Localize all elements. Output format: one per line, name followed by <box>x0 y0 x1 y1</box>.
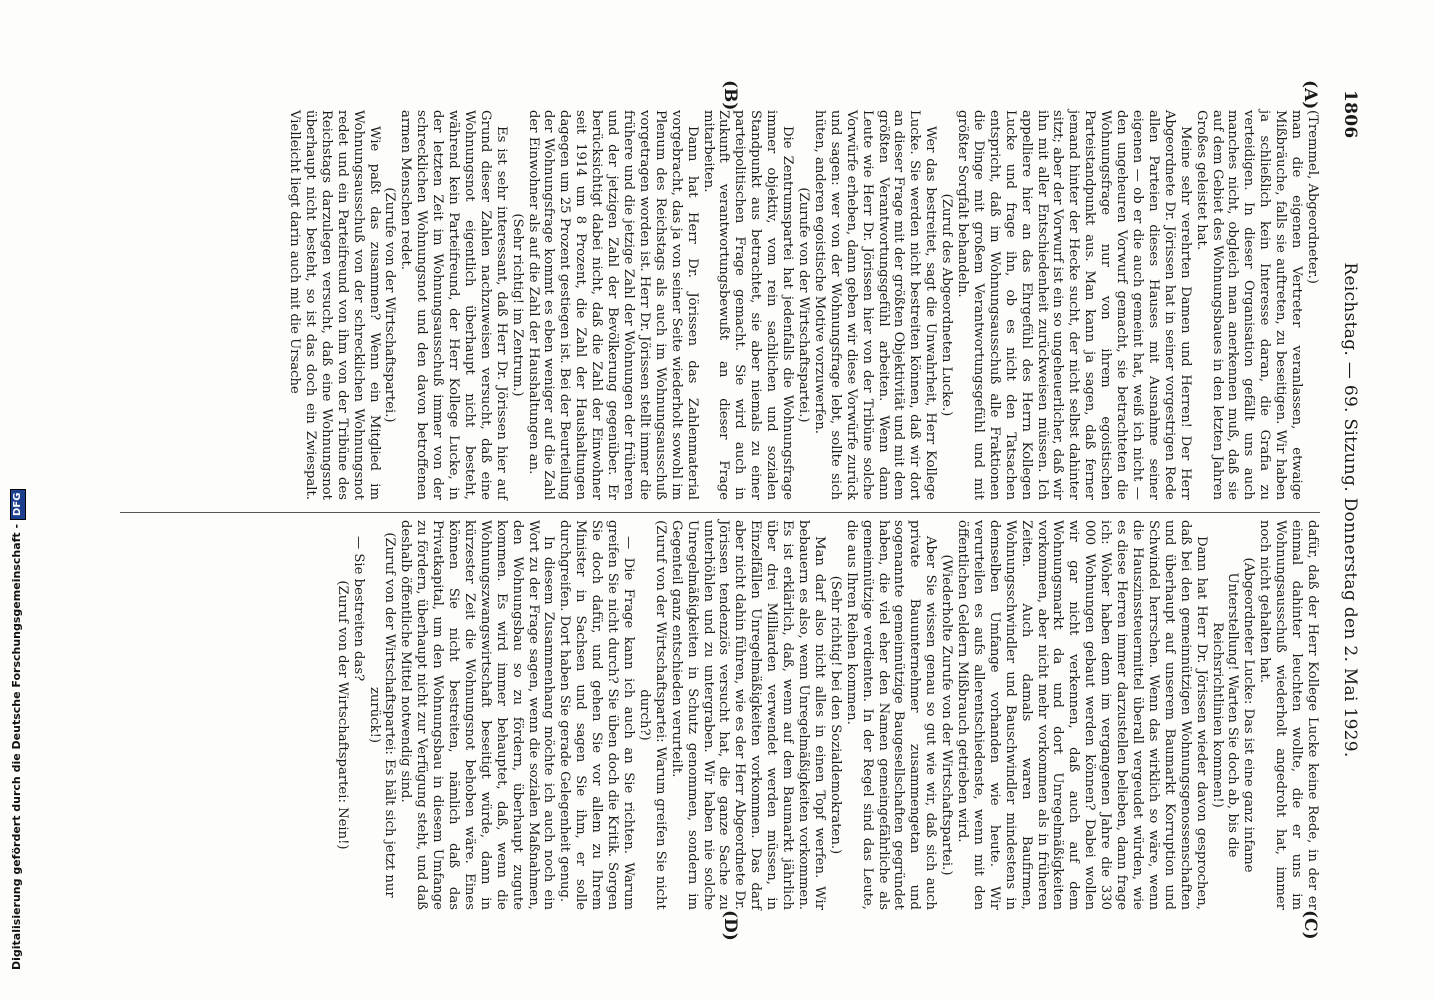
paragraph: Meine sehr verehrten Damen und Herren! Der Herr Abgeordnete Dr. Jörissen hat in seiner vorgestrigen Rede allen Parteien dieses Hauses mit Ausnahme seiner eigenen — ob er die auch gemeint hat, weiß ich nicht — den ungeheuren Vorwurf gemacht, sie betrachteten die Wohnungsfrage nur von ihrem egoistischen Parteistandpunkt aus. Man kann ja sagen, daß ferner jemand hinter der Hecke sucht, der nicht selbst dahinter sitzt; aber der Vorwurf ist ein so ungeheuerlicher, daß wir ihn mit aller Entschiedenheit zurückweisen müssen. Ich appelliere hier an das Ehrgefühl des Herrn Kollegen Lucke und frage ihn, ob es nicht den Tatsachen entspricht, daß im Wohnungsausschuß alle Fraktionen die Dinge mit großem Verantwortungsgefühl und mit größter Sorgfalt behandeln. <box>955 110 1193 500</box>
left-column <box>286 110 1320 500</box>
paragraph: Wer das bestreitet, sagt die Unwahrheit, Herr Kollege Lucke. Sie werden nicht bestreiten können, daß wir dort an dieser Frage mit der größten Objektivität und mit dem größten Verantwortungsgefühl arbeiten. Wenn dann Leute wie Herr Dr. Jörissen hier von der Tribüne solche Vorwürfe erheben, dann geben wir diese Vorwürfe zurück und sagen: wer von der Wohnungsfrage lebt, sollte sich hüten, anderen egoistische Motive vorzuwerfen. <box>811 110 939 500</box>
right-column <box>334 520 1320 910</box>
column-divider <box>120 512 1320 513</box>
paragraph: Man darf also nicht alles in einen Topf werfen. Wir bebauern es also, wenn Unregelmäßigkeiten vorkommen. Es ist erklärlich, daß, wenn auf dem Baumarkt jährlich über drei Milliarden verwendet werden müssen, in Einzelfällen Unregelmäßigkeiten vorkommen. Das darf aber nicht dahin führen, wie es der Herr Abgeordnete Dr. Jörissen tendenziös versucht hat, die ganze Sache zu unterhöhlen und zu untergraben. Wir haben nie solche Unregelmäßigkeiten in Schutz genommen, sondern im Gegenteil ganz entschieden verurteilt. <box>668 520 827 910</box>
interjection: (Wiederholte Zurufe von der Wirtschaftspartei.) <box>939 554 955 876</box>
paragraph: dafür, daß der Herr Kollege Lucke keine Rede, in der er einmal dahinter leuchten wollte, die er uns im Wohnungsausschuß wiederholt angedroht hat, immer noch nicht gehalten hat. <box>1257 520 1320 910</box>
paragraph: Dann hat Herr Dr. Jörissen das Zahlenmaterial vorgebracht, das ja von seiner Seite wiederholt sowohl im Plenum des Reichstags als auch im Wohnungsausschuß vorgetragen worden ist. Herr Dr. Jörissen stellt immer die frühere und die jetzige Zahl der Wohnungen der früheren und der jetzigen Zahl der Bevölkerung gegenüber. Er berücksichtigt dabei nicht, daß die Zahl der Einwohner seit 1914 um 8 Prozent, die Zahl der Haushaltungen dagegen um 25 Prozent gestiegen ist. Bei der Beurteilung der Wohnungsfrage kommt es eben weniger auf die Zahl der Einwohner als auf die Zahl der Haushaltungen an. <box>525 110 700 500</box>
interjection: (Zuruf von der Wirtschaftspartei: Warum greifen Sie nicht durch?) <box>636 520 668 910</box>
credit-text: Digitalisierung gefördert durch die Deutsche Forschungsgemeinschaft - <box>10 523 23 970</box>
paragraph: Es ist sehr interessant, daß Herr Dr. Jörissen hier auf Grund dieser Zahlen nachzuweisen versucht, daß eine Wohnungsnot eigentlich überhaupt nicht besteht, während kein Parteifreund, der Herr Kollege Lucke, in der letzten Zeit im Wohnungsausschuß immer von der schrecklichen Wohnungsnot und den davon betroffenen armen Menschen redet. <box>398 110 509 500</box>
page-header <box>1330 90 1360 930</box>
interjection: (Abgeordneter Lucke: Das ist eine ganz infame Unterstellung! Warten Sie doch ab, bis die Reichsrichtlinien kommen!) <box>1209 557 1257 873</box>
page-number: 1806 <box>1340 90 1360 139</box>
margin-mark-d: (D) <box>720 910 740 941</box>
paragraph: Wie paßt das zusammen? Wenn ein Mitglied im Wohnungsausschuß von der schrecklichen Wohnungsnot redet und ein Parteifreund von ihm von der Tribüne des Reichstags darzulegen versucht, daß eine Wohnungsnot überhaupt nicht besteht, so ist das doch ein Zwiespalt. Vielleicht liegt darin auch mit die Ursache <box>287 110 382 500</box>
interjection: (Sehr richtig! bei den Sozialdemokraten.) <box>827 575 843 855</box>
interjection: (Zuruf von der Wirtschaftspartei: Nein!) <box>334 580 350 850</box>
interjection: (Zuruf von der Wirtschaftspartei: Es hält sich jetzt nur zurück!) <box>366 532 398 898</box>
interjection: (Sehr richtig! im Zentrum.) <box>509 213 525 397</box>
digitization-credit <box>4 0 34 1000</box>
margin-mark-a: (A) <box>1300 80 1320 110</box>
paragraph: In diesem Zusammenhang möchte ich auch noch ein Wort zu der Frage sagen, wenn die sozialen Maßnahmen, den Wohnungsbau so zu fördern, überhaupt zugute kommen. Es wird immer behauptet, daß, wenn die Wohnungszwangswirtschaft beseitigt würde, dann in kürzester Zeit die Wohnungsnot behoben wäre. Eines können Sie nicht bestreiten, nämlich daß das Privatkapital, um den Wohnungsbau in diesem Umfange zu fördern, überhaupt nicht zur Verfügung steht, und daß deshalb öffentliche Mittel notwendig sind. <box>398 520 557 910</box>
interjection: (Zuruf des Abgeordneten Lucke.) <box>939 193 955 417</box>
margin-mark-b: (B) <box>720 80 740 111</box>
dfg-logo: DFG <box>10 489 26 520</box>
paragraph: man die eigenen Vertreter veranlassen, etwaige Mißbräuche, falls sie auftreten, zu beseitigen. Wir haben ja schließlich kein Interesse daran, die Grafia zu verteidigen. In dieser Organisation gefällt uns auch manches nicht, obgleich man anerkennen muß, daß sie auf dem Gebiet des Wohnungsbaues in den letzten Jahren Großes geleistet hat. <box>1193 110 1305 500</box>
paragraph: — Die Frage kann ich auch an Sie richten. Warum greifen Sie nicht durch? Sie üben doch die Kritik. Sorgen Sie doch dafür, und gehen Sie vor allem zu Ihrem Minister in Sachsen und sagen Sie ihm, er solle durchgreifen. Dort haben Sie gerade Gelegenheit genug. <box>557 520 637 910</box>
interjection: (Zurufe von der Wirtschaftspartei.) <box>382 187 398 423</box>
paragraph: (Tremmel, Abgeordneter.) <box>1305 110 1320 284</box>
interjection: (Zurufe von der Wirtschaftspartei.) <box>796 187 811 423</box>
margin-mark-c: (C) <box>1300 910 1320 940</box>
paragraph: Aber Sie wissen genau so gut wie wir, daß sich auch private Bauunternehmer zusammengetan und sogenannte gemeinnützige Baugesellschaften gegründet haben, die viel eher den Namen gemeingefährliche als gemeinnützige verdienten. In der Regel sind das Leute, die aus Ihren Reihen kommen. <box>843 520 939 910</box>
paragraph: — Sie bestreiten das? <box>350 536 366 682</box>
paragraph: Dann hat Herr Dr. Jörissen wieder davon gesprochen, daß bei den gemeinnützigen Wohnungsgenossenschaften und überhaupt auf unserem Baumarkt Korruption und Schwindel herrschen. Wenn das wirklich so wäre, wenn die Hauszinssteuermittel überall vergeudet würden, wie es diese Herren immer darzustellen belieben, dann frage ich: Woher haben denn im vergangenen Jahre die 330 000 Wohnungen gebaut werden können? Dabei wollen wir gar nicht verkennen, daß auch auf dem Wohnungsmarkt da und dort Unregelmäßigkeiten vorkommen, aber nicht mehr vorkommen als in früheren Zeiten. Auch damals waren Baufirmen, Wohnungsschwindler und Bauschwindler mindestens in demselben Umfange vorhanden wie heute. Wir verurteilen es aufs allerentschiedenste, wenn mit den öffentlichen Geldern Mißbrauch getrieben wird. <box>955 520 1209 910</box>
paragraph: Die Zentrumspartei hat jedenfalls die Wohnungsfrage immer objektiv, vom rein sachlichen und sozialen Standpunkt aus betrachtet, sie aber niemals zu einer parteipolitischen Frage gemacht. Sie wird auch in Zukunft verantwortungsbewußt an dieser Frage mitarbeiten. <box>700 110 796 500</box>
page-title: Reichstag. — 69. Sitzung. Donnerstag den 2. Mai 1929. <box>1340 262 1360 758</box>
